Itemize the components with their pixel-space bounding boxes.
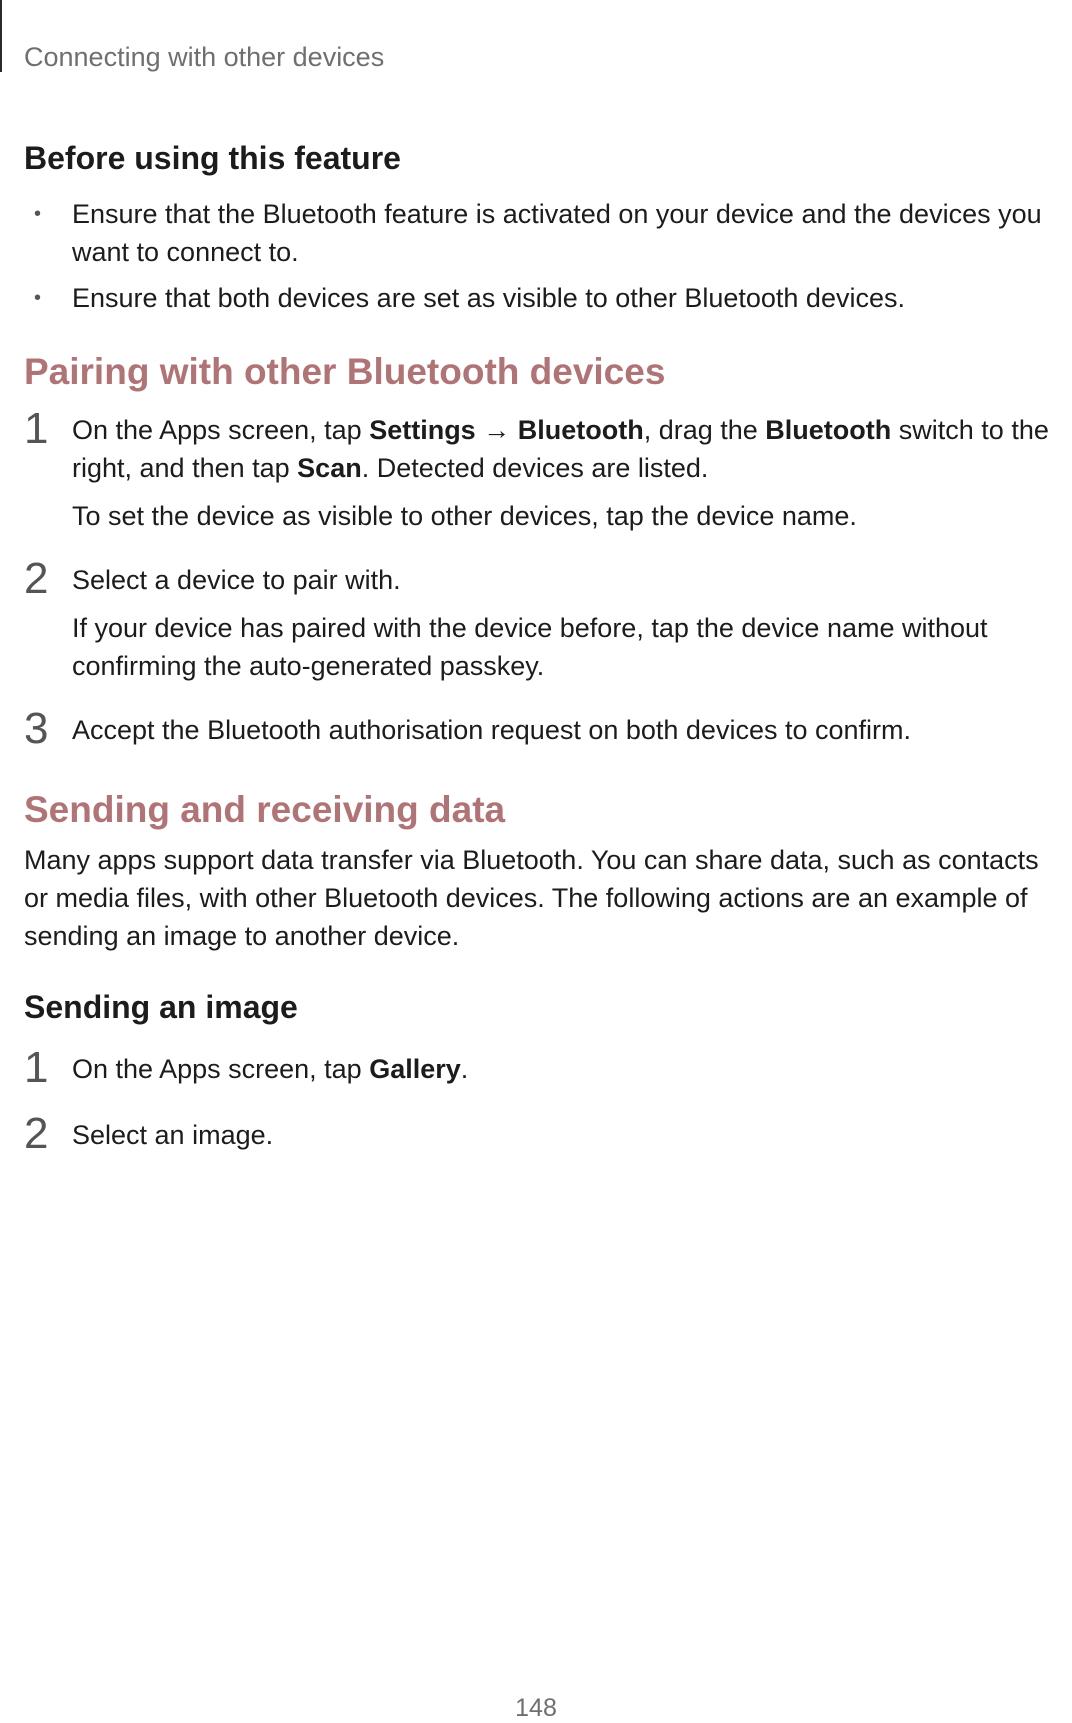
header-rule: [0, 0, 2, 72]
page-number: 148: [515, 1694, 557, 1722]
sending-heading: Sending and receiving data: [24, 789, 506, 830]
step-text: Accept the Bluetooth authorisation request on both devices to confirm.: [72, 715, 912, 745]
page-content: [24, 140, 1072, 1168]
step-number: 2: [24, 1109, 49, 1158]
running-title: Connecting with other devices: [24, 42, 385, 72]
pairing-step-2: [24, 554, 1068, 685]
before-heading: Before using this feature: [24, 140, 401, 176]
before-bullet-list: [24, 195, 1068, 317]
step-number: 1: [24, 1043, 49, 1092]
step-text: On the Apps screen, tap Gallery.: [72, 1054, 469, 1084]
step-number: 3: [24, 704, 49, 753]
step-text: Select a device to pair with.: [72, 565, 401, 595]
step-number: 1: [24, 404, 49, 453]
step-note: To set the device as visible to other devices, tap the device name.: [72, 501, 857, 531]
sending-image-heading: Sending an image: [24, 989, 298, 1025]
image-step-2: [24, 1109, 1068, 1158]
bullet-icon: •: [34, 287, 42, 309]
sending-intro: Many apps support data transfer via Bluetooth. You can share data, such as contacts or media files, with other Bluetooth devices. The following actions are an example of sending an image to another device.: [24, 845, 1039, 951]
step-note: If your device has paired with the device before, tap the device name without confirming the auto-generated passkey.: [72, 613, 988, 681]
step-number: 2: [24, 554, 49, 603]
step-text: Select an image.: [72, 1120, 274, 1150]
bullet-item: • Ensure that the Bluetooth feature is activated on your device and the devices you want to connect to.: [24, 195, 1068, 271]
step-text: On the Apps screen, tap Settings → Bluetooth, drag the Bluetooth switch to the right, and then tap Scan. Detected devices are listed.: [72, 415, 1049, 483]
pairing-step-1: [24, 404, 1068, 535]
bullet-item: • Ensure that both devices are set as visible to other Bluetooth devices.: [24, 279, 1068, 317]
pairing-heading: Pairing with other Bluetooth devices: [24, 351, 666, 392]
bullet-icon: •: [34, 203, 42, 225]
image-step-1: [24, 1043, 1068, 1092]
pairing-step-3: [24, 704, 1068, 753]
